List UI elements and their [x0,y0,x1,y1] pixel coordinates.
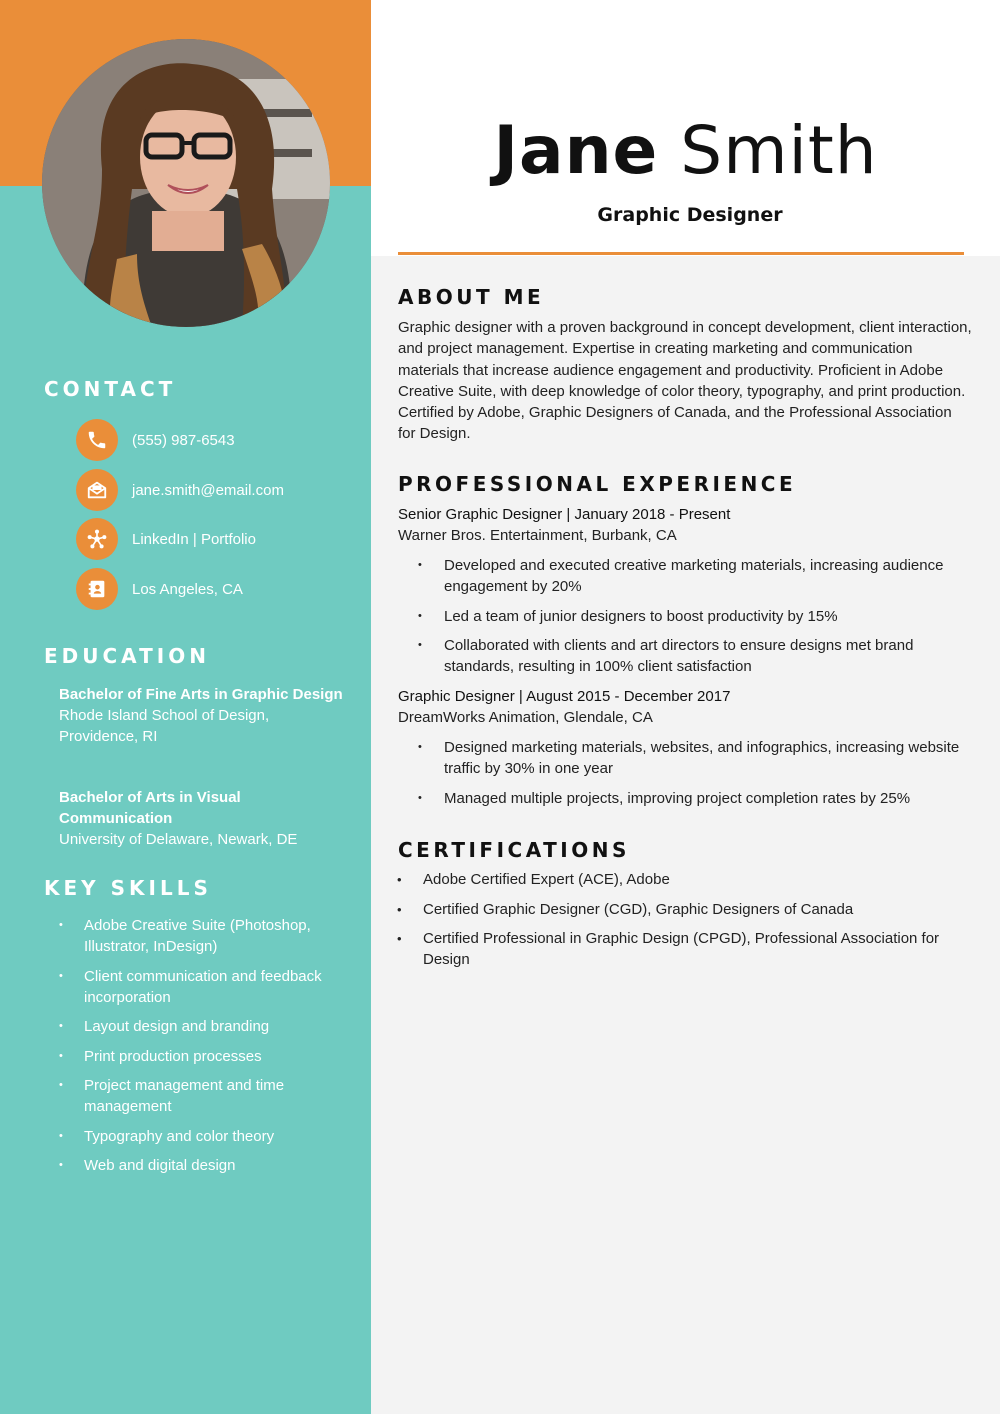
job-bullets [398,555,973,677]
skill-item: • Client communication and feedback incorporation [59,966,349,1008]
school-name: Rhode Island School of Design, Providence, RI [59,707,270,745]
phone-icon [76,419,118,461]
about-heading: ABOUT ME [398,285,545,309]
skills-list [59,915,349,1185]
email-icon [76,469,118,511]
job-bullet: • Managed multiple projects, improving project completion rates by 25% [444,788,973,809]
contact-location [76,568,243,610]
certifications-list [423,869,973,979]
education-heading: EDUCATION [44,644,210,668]
contact-heading: CONTACT [44,377,177,401]
degree-title: Bachelor of Fine Arts in Graphic Design [59,686,343,703]
profile-photo [42,39,330,327]
portrait-illustration [42,39,330,327]
contact-phone[interactable] [76,419,235,461]
job-company: Warner Bros. Entertainment, Burbank, CA [398,527,677,544]
job-entry [398,504,973,686]
job-bullet: • Designed marketing materials, websites, and infographics, increasing website traffic by 30% in one year [444,737,973,779]
skill-item: • Adobe Creative Suite (Photoshop, Illustrator, InDesign) [59,915,349,957]
certifications-heading: CERTIFICATIONS [398,838,630,862]
education-entry [59,684,349,747]
job-bullets [398,737,973,809]
phone-number: (555) 987-6543 [132,431,235,449]
skill-item: • Project management and time management [59,1075,349,1117]
school-name: University of Delaware, Newark, DE [59,831,298,848]
certification-item: • Certified Graphic Designer (CGD), Graphic Designers of Canada [423,899,973,920]
contact-links[interactable] [76,518,256,560]
address-book-icon [76,568,118,610]
degree-title: Bachelor of Arts in Visual Communication [59,789,241,827]
linkedin-portfolio-links[interactable]: LinkedIn | Portfolio [132,530,256,548]
experience-heading: PROFESSIONAL EXPERIENCE [398,472,797,496]
skill-item: • Typography and color theory [59,1126,349,1147]
job-bullet: • Developed and executed creative marketing materials, increasing audience engagement by 20% [444,555,973,597]
certification-item: • Adobe Certified Expert (ACE), Adobe [423,869,973,890]
header-divider [398,252,964,255]
skill-item: • Web and digital design [59,1155,349,1176]
education-entry [59,787,349,850]
candidate-name [371,112,1000,190]
job-title-line: Graphic Designer | August 2015 - December 2017 [398,688,731,705]
skill-item: • Print production processes [59,1046,349,1067]
job-bullet: • Collaborated with clients and art directors to ensure designs met brand standards, resulting in 100% client satisfaction [444,635,973,677]
skill-item: • Layout design and branding [59,1016,349,1037]
first-name: Jane [493,112,659,189]
skills-heading: KEY SKILLS [44,876,212,900]
about-text: Graphic designer with a proven background in concept development, client interaction, and project management. Expertise in creating marketing and communication materials that increase audience engagement and productivity. Proficient in Adobe Creative Suite, with deep knowledge of color theory, typography, and print production. Certified by Adobe, Graphic Designers of Canada, and the Professional Association for Design. [398,319,972,443]
last-name: Smith [680,112,878,189]
email-address: jane.smith@email.com [132,481,284,499]
job-company: DreamWorks Animation, Glendale, CA [398,709,653,726]
location-text: Los Angeles, CA [132,580,243,598]
network-icon [76,518,118,560]
job-bullet: • Led a team of junior designers to boost productivity by 15% [444,606,973,627]
certification-item: • Certified Professional in Graphic Design (CPGD), Professional Association for Design [423,928,973,970]
job-title-line: Senior Graphic Designer | January 2018 - Present [398,506,731,523]
job-title: Graphic Designer [597,204,783,226]
job-entry [398,686,973,817]
contact-email[interactable] [76,469,284,511]
